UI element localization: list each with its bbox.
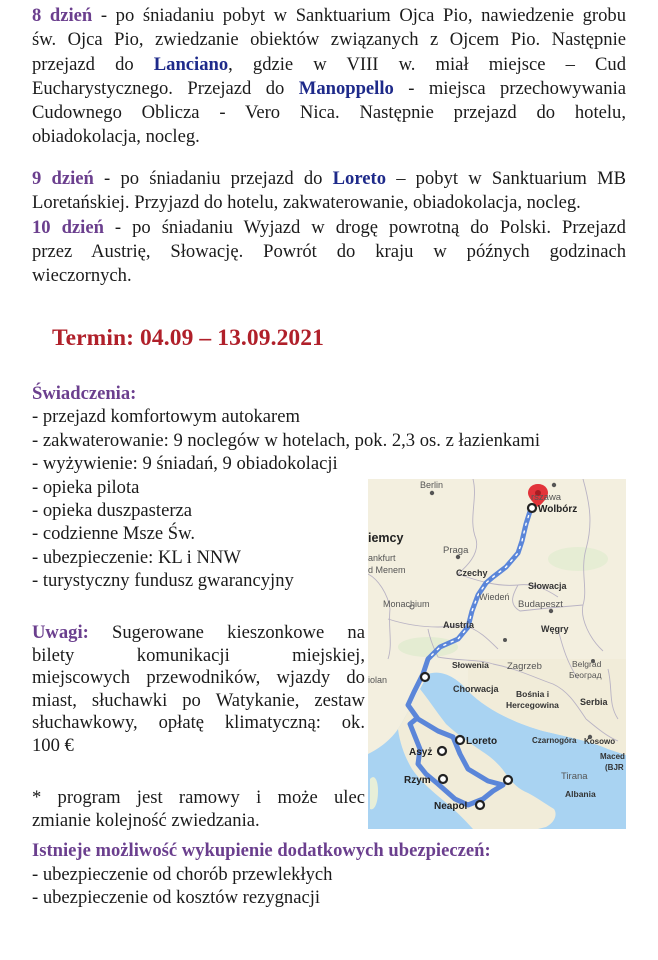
place-manoppello: Manoppello <box>298 77 394 99</box>
insurance-item: - ubezpieczenie od kosztów rezygnacji <box>32 887 321 909</box>
day-10-line-2: przez Austrię, Słowację. Powrót do kraju w późnych godzinach <box>32 240 626 262</box>
day-8-line-6 <box>32 125 626 149</box>
benefits-heading: Świadczenia: <box>32 383 137 404</box>
benefit-item: - codzienne Msze Św. <box>32 523 195 545</box>
notes-word: słuchawki <box>91 689 168 711</box>
disclaimer-word: ulec <box>334 787 365 808</box>
notes-word: wjazdy <box>276 667 331 689</box>
map-label-chorwacja: Chorwacja <box>453 684 499 694</box>
day-9-10-paragraph <box>32 167 626 288</box>
map-label-loreto: Loreto <box>466 736 498 747</box>
map-label-serbia: Serbia <box>580 697 608 707</box>
notes-word: bilety <box>32 644 75 666</box>
notes-section <box>32 622 365 758</box>
map-label-rzym: Rzym <box>404 775 431 786</box>
trip-dates: Termin: 04.09 – 13.09.2021 <box>52 325 324 351</box>
city-dot-berlin <box>430 491 434 495</box>
map-label-praga: Praga <box>443 545 469 556</box>
map-label-zagrzeb: Zagrzeb <box>507 661 542 672</box>
waypoint-north-italy <box>421 673 429 681</box>
benefit-item: - przejazd komfortowym autokarem <box>32 406 300 428</box>
route-map-svg <box>368 479 626 829</box>
insurance-heading: Istnieje możliwość wykupienie dodatkowych ubezpieczeń: <box>32 840 491 861</box>
map-label-czarnogora: Czarnogóra <box>532 736 577 745</box>
waypoint-neapol <box>476 801 484 809</box>
notes-line-3 <box>32 667 365 690</box>
map-label-frankfurt-1: ankfurt <box>368 553 396 563</box>
waypoint-loreto <box>456 736 464 744</box>
day-10-line-3: wieczornych. <box>32 265 132 287</box>
notes-line-4 <box>32 690 365 713</box>
day-10-line-1 <box>32 216 626 240</box>
benefit-item: - zakwaterowanie: 9 noclegów w hotelach, pok. 2,3 os. z łazienkami <box>32 429 541 451</box>
map-label-kosowo: Kosowo <box>584 737 616 746</box>
day-8-text: - miejsca przechowywania <box>393 77 626 99</box>
disclaimer-word: program <box>57 787 121 808</box>
map-label-frankfurt-2: d Menem <box>368 565 406 575</box>
benefit-item: - opieka duszpasterza <box>32 500 193 522</box>
notes-word: miejscowych <box>32 667 131 689</box>
disclaimer-word: jest <box>136 787 163 808</box>
map-label-czechy: Czechy <box>456 568 488 578</box>
notes-heading: Uwagi: <box>32 622 89 643</box>
map-label-bosnia-2: Hercegowina <box>506 700 559 710</box>
map-label-neapol: Neapol <box>434 801 468 812</box>
map-label-warszawa: rszawa <box>531 492 562 503</box>
notes-word: opłatę <box>158 712 204 734</box>
route-map <box>368 479 626 829</box>
disclaimer-line-1 <box>32 786 365 809</box>
notes-word: zestaw <box>314 689 365 711</box>
notes-word: słuchawkowy, <box>32 712 138 734</box>
notes-word: przewodników, <box>146 667 261 689</box>
map-label-mediolan: iolan <box>368 675 388 685</box>
notes-word: kieszonkowe <box>227 622 325 643</box>
day-8-label: 8 dzień <box>32 5 93 26</box>
disclaimer <box>32 786 365 832</box>
map-label-slowacja: Słowacja <box>528 581 567 591</box>
notes-word: miejskiej, <box>292 644 365 666</box>
city-dot-warszawa <box>552 483 556 487</box>
map-label-wegry: Węgry <box>541 624 569 634</box>
notes-word: Sugerowane <box>112 622 204 643</box>
map-label-macedonia-1: Maced <box>600 752 625 761</box>
day-8-text: Cudownego Oblicza - Vero Nica. Następnie przejazd do hotelu, <box>32 102 626 124</box>
day-8-text: przejazd do <box>32 53 154 75</box>
day-8-text: obiadokolacja, nocleg. <box>32 126 200 148</box>
place-lanciano: Lanciano <box>153 53 229 75</box>
notes-line-6: 100 € <box>32 734 74 756</box>
disclaimer-word: może <box>277 787 318 808</box>
day-8-text: św. Ojca Pio, zwiedzanie obiektów związanych z Ojcem Pio. Następnie <box>32 29 626 51</box>
notes-word: klimatyczną: <box>224 712 321 734</box>
day-8-text: - po śniadaniu pobyt w Sanktuarium Ojca Pio, nawiedzenie grobu <box>92 5 626 26</box>
notes-line-5 <box>32 712 365 735</box>
map-label-belgrad-2: Београд <box>569 670 602 680</box>
day-8-text: , gdzie w VIII w. miał miejsce – Cud <box>228 53 626 75</box>
day-8-text: Eucharystycznego. Przejazd do <box>32 77 299 99</box>
benefit-item: - ubezpieczenie: KL i NNW <box>32 546 241 568</box>
day-9-label: 9 dzień <box>32 168 94 189</box>
map-label-wolborz: Wolbórz <box>538 504 578 515</box>
day-8-line-2 <box>32 28 626 52</box>
place-loreto: Loreto <box>332 168 386 189</box>
map-label-austria: Austria <box>443 620 475 630</box>
day-9-line-2: Loretańskiej. Przyjazd do hotelu, zakwaterowanie, obiadokolacja, nocleg. <box>32 192 581 214</box>
map-label-albania: Albania <box>565 789 596 799</box>
day-9-text: – pobyt w Sanktuarium MB <box>386 168 627 189</box>
disclaimer-line-2: zmianie kolejność zwiedzania. <box>32 810 260 831</box>
map-label-berlin: Berlin <box>420 480 444 490</box>
disclaimer-word: ramowy <box>178 787 240 808</box>
notes-word: do <box>346 667 365 689</box>
day-9-text: - po śniadaniu przejazd do <box>93 168 333 189</box>
notes-line-2 <box>32 645 365 668</box>
notes-word: komunikacji <box>136 644 230 666</box>
notes-line-1 <box>32 622 365 645</box>
map-label-slowenia: Słowenia <box>452 660 489 670</box>
benefit-item: - turystyczny fundusz gwarancyjny <box>32 570 294 592</box>
insurance-item: - ubezpieczenie od chorób przewlekłych <box>32 863 333 885</box>
waypoint-wolborz <box>528 504 536 512</box>
map-label-macedonia-2: (BJR <box>605 763 624 772</box>
day-9-line-1 <box>32 167 626 191</box>
map-label-bosnia-1: Bośnia i <box>516 689 550 699</box>
benefit-item: - opieka pilota <box>32 476 140 498</box>
benefit-item: - wyżywienie: 9 śniadań, 9 obiadokolacji <box>32 453 338 475</box>
notes-word: ok. <box>341 712 365 734</box>
map-label-wieden: Wiedeń <box>479 592 510 602</box>
map-terrain <box>398 637 458 657</box>
notes-word: na <box>347 622 365 643</box>
map-label-monachium: Monachium <box>383 599 430 609</box>
map-terrain <box>548 547 608 571</box>
map-label-belgrad-1: Belgrad <box>572 659 602 669</box>
notes-word: miast, <box>32 689 77 711</box>
day-8-line-3 <box>32 53 626 77</box>
insurance-section <box>32 839 491 910</box>
disclaimer-word: * <box>32 787 42 808</box>
map-label-niemcy: iemcy <box>368 531 404 545</box>
day-8-paragraph <box>32 4 626 150</box>
map-label-asyz: Asyż <box>409 747 433 758</box>
day-8-line-5 <box>32 101 626 125</box>
day-10-text: - po śniadaniu Wyjazd w drogę powrotną do Polski. Przejazd <box>103 216 626 238</box>
waypoint-san-giovanni <box>504 776 512 784</box>
city-dot-zagrzeb <box>503 638 507 642</box>
day-8-line-1 <box>32 4 626 28</box>
waypoint-asyz <box>438 747 446 755</box>
notes-word: po <box>182 689 201 711</box>
waypoint-rzym <box>439 775 447 783</box>
day-8-line-4 <box>32 77 626 101</box>
map-label-budapeszt: Budapeszt <box>518 599 563 610</box>
day-10-label: 10 dzień <box>32 216 104 238</box>
map-label-tirana: Tirana <box>561 771 588 782</box>
disclaimer-word: i <box>256 787 262 808</box>
notes-word: Watykanie, <box>215 689 300 711</box>
